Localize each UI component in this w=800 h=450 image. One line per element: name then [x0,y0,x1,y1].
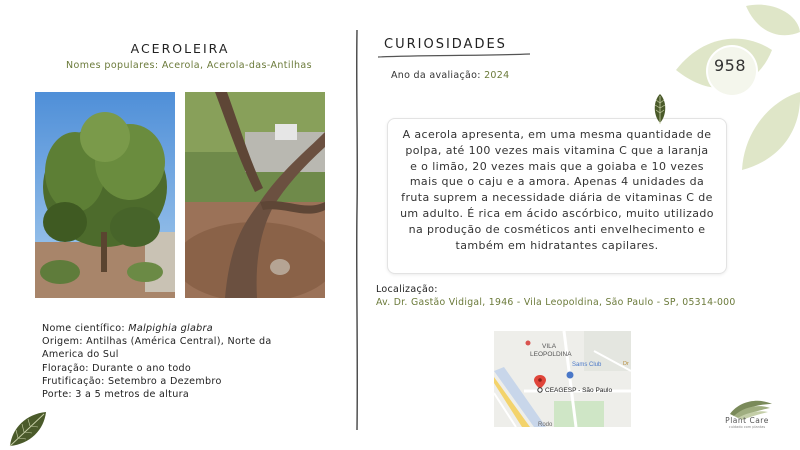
vertical-divider [353,30,361,430]
plant-photo-1 [35,92,175,298]
year-label: Ano da avaliação: [391,70,481,81]
brand-name: Plant Care [725,416,769,425]
fruiting: Frutificação: Setembro a Dezembro [42,375,222,387]
poi-dot-icon [526,341,531,346]
plant-name: ACEROLEIRA [130,41,230,56]
map-marker-label: CEAGESP - São Paulo [545,387,613,394]
scientific-label: Nome científico: [42,323,125,334]
plant-size: Porte: 3 a 5 metros de altura [42,389,190,401]
scientific-name-row [42,322,312,335]
leaf-icon-bottom [6,406,48,448]
map-edge-label: Dr [623,361,629,367]
flowering: Floração: Durante o ano todo [42,362,192,374]
plant-photo-2 [185,92,325,298]
map-district-1: VILA [542,343,557,350]
evaluation-year [391,70,509,81]
map-road-label: Rodo [538,422,553,427]
curiosities-title: CURIOSIDADES [384,37,507,52]
brand-tagline: cuidado com plantas [728,425,766,429]
plant-number-badge: 958 [713,56,747,75]
map-poi: Sams Club [572,362,602,368]
location-map[interactable] [494,331,631,427]
map-district-2: LEOPOLDINA [530,351,572,358]
shopping-icon [567,372,574,379]
popular-names: Nomes populares: Acerola, Acerola-das-Antilhas [66,60,312,71]
scientific-name: Malpighia glabra [128,323,213,334]
location-address: Av. Dr. Gastão Vidigal, 1946 - Vila Leopoldina, São Paulo - SP, 05314-000 [376,297,736,308]
leaf-decoration [672,0,800,180]
year-value: 2024 [484,70,510,81]
curiosities-text: A acerola apresenta, em uma mesma quantidade de polpa, até 100 vezes mais vitamina C que a laranja e o limão, 20 vezes mais que a goiaba e 10 vezes mais que o caju e a amora. Apenas 4 unidades da fruta suprem a necessidade diária de vitaminas C de um adulto. É rica em ácido ascórbico, muito utilizado na produção de cosméticos anti envelhecimento e também em hidratantes capilares. [400,128,714,252]
leaf-icon [652,93,668,125]
title-underline [378,52,530,60]
location-label: Localização: [376,284,438,295]
plant-info [42,322,312,401]
origin: Origem: Antilhas (América Central), Norte da America do Sul [42,336,272,361]
